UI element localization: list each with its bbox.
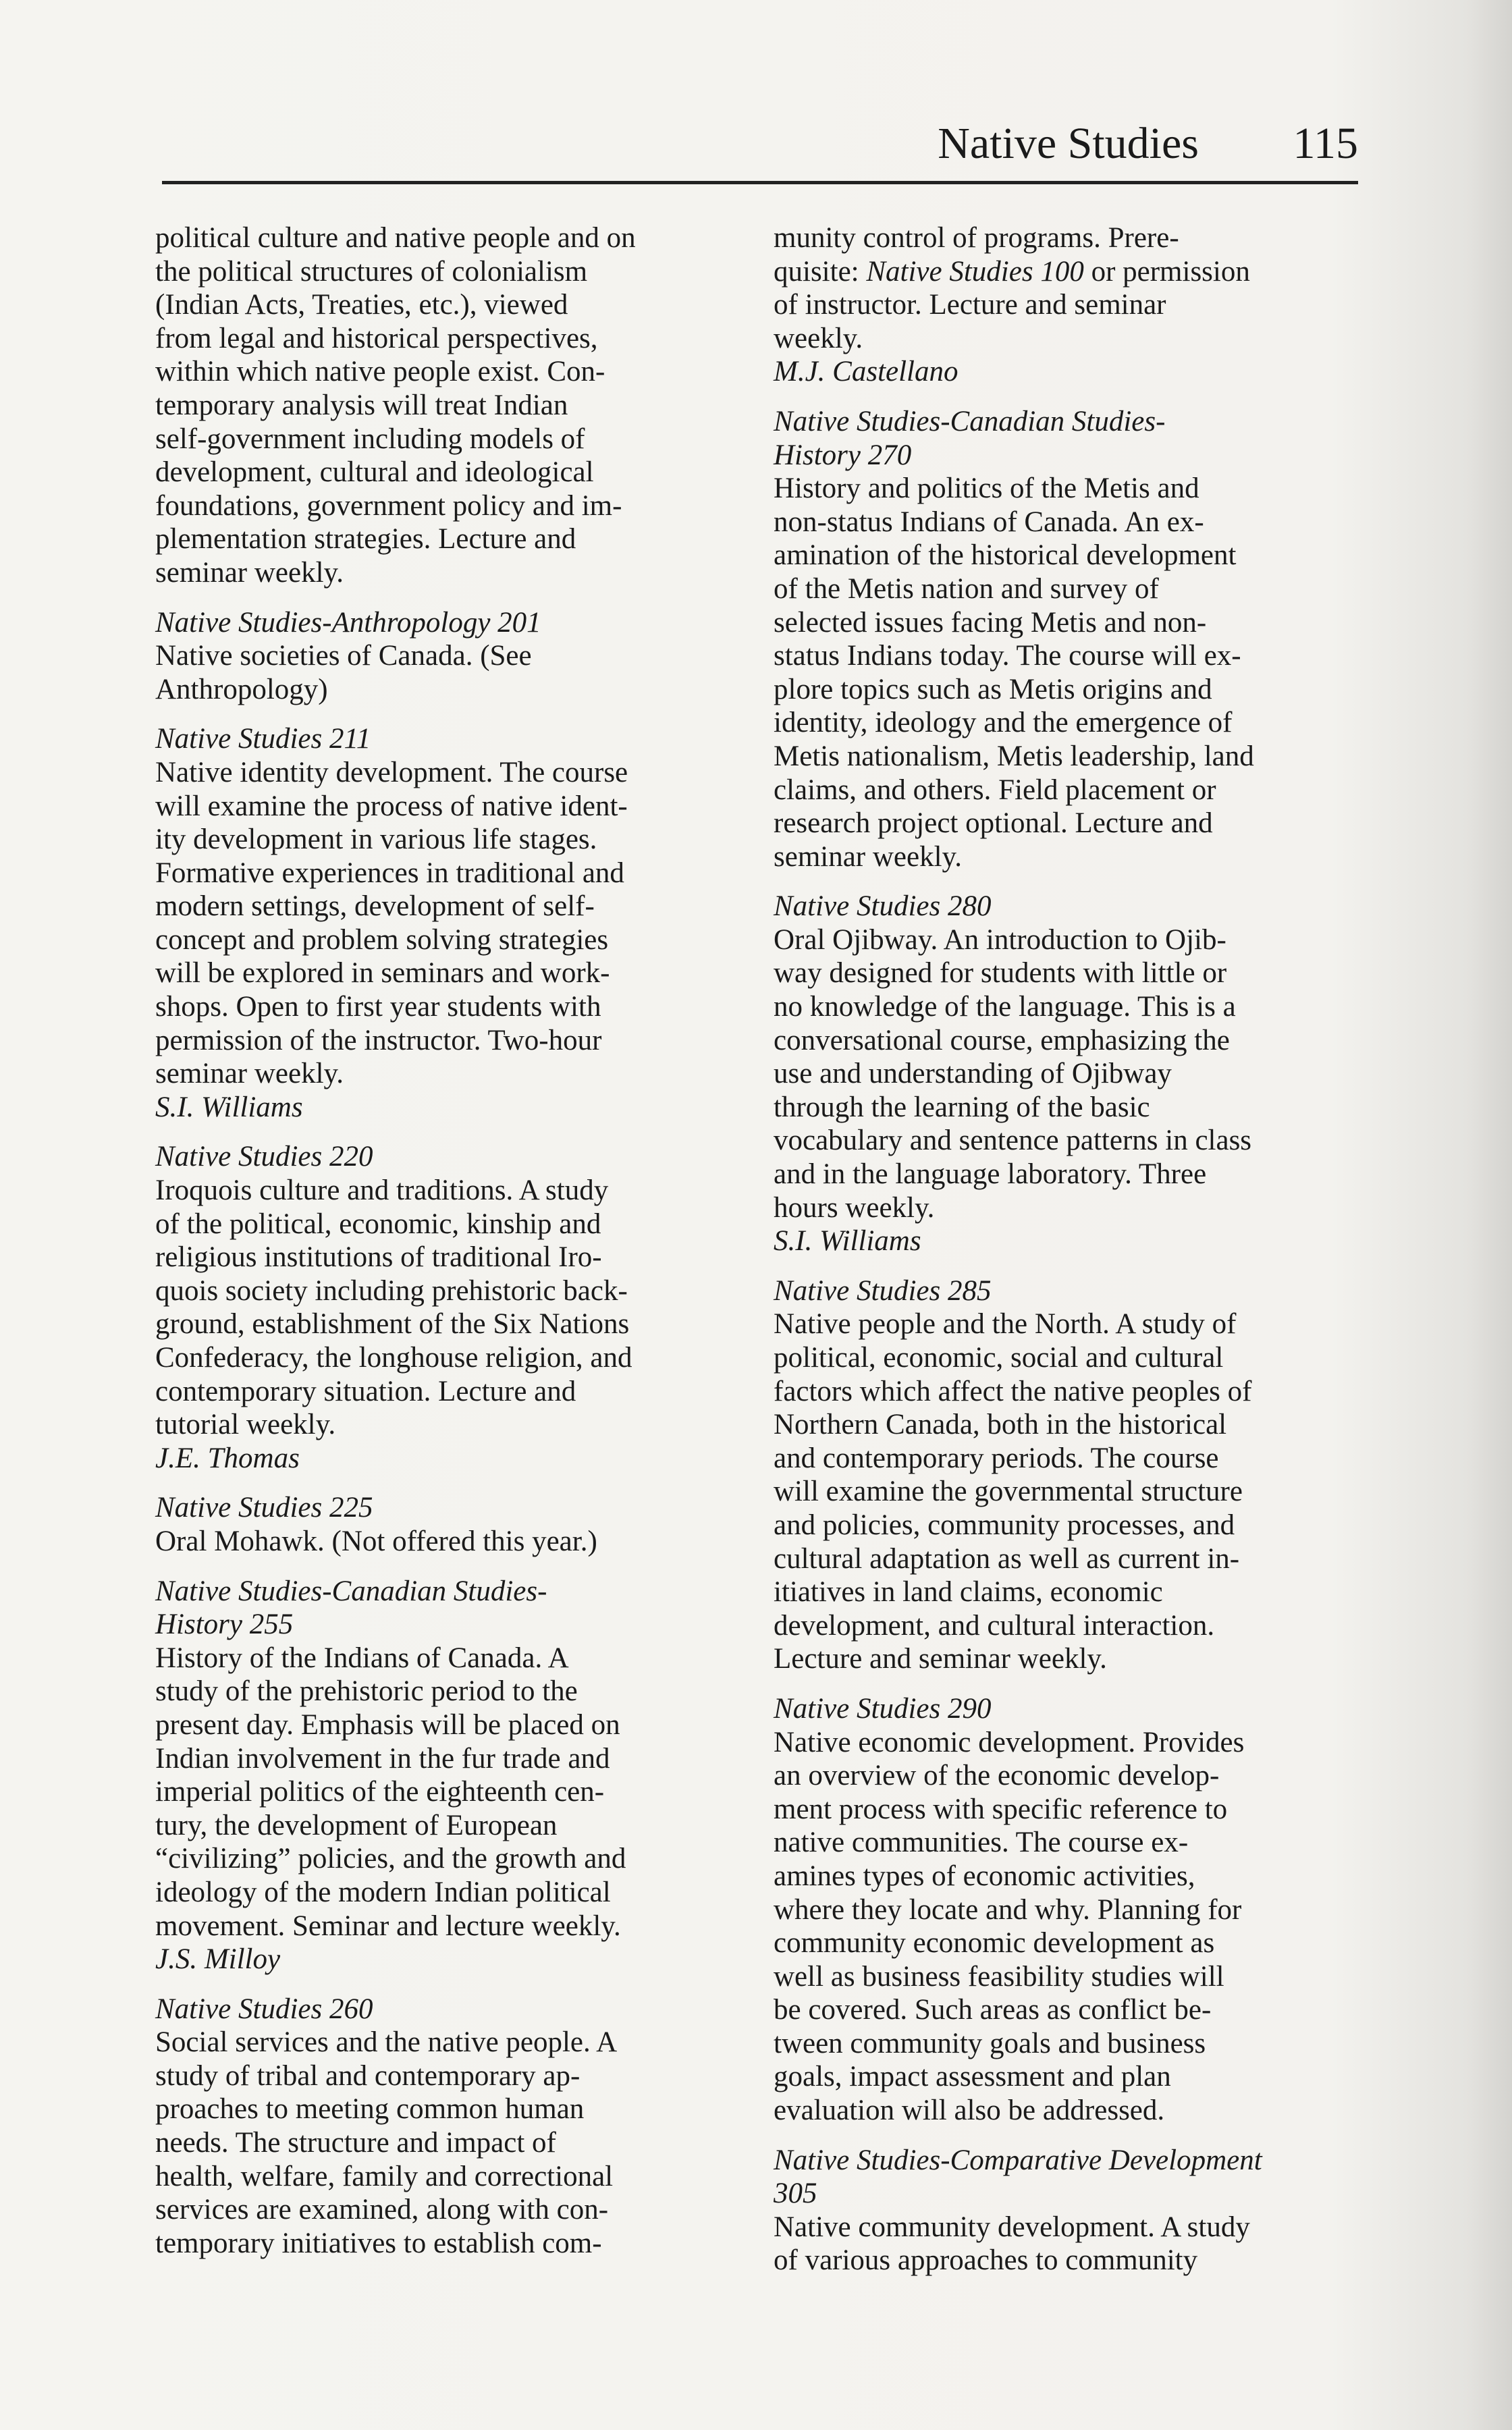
description-line: ment process with specific reference to bbox=[774, 1793, 1228, 1825]
description-line: amines types of economic activities, bbox=[774, 1860, 1195, 1892]
description-line: movement. Seminar and lecture weekly. bbox=[155, 1910, 621, 1942]
description-line: community economic development as bbox=[774, 1927, 1215, 1960]
description-line: imperial politics of the eighteenth cen- bbox=[155, 1776, 605, 1808]
instructor-name: J.E. Thomas bbox=[155, 1442, 300, 1474]
description-line: Formative experiences in traditional and bbox=[155, 857, 624, 889]
description-line: modern settings, development of self- bbox=[155, 890, 595, 923]
description-line: hours weekly. bbox=[774, 1191, 935, 1224]
description-line: vocabulary and sentence patterns in class bbox=[774, 1125, 1252, 1157]
description-line: shops. Open to first year students with bbox=[155, 991, 601, 1023]
course-entry bbox=[774, 405, 1368, 873]
description-line: study of tribal and contemporary ap- bbox=[155, 2059, 580, 2092]
description-line: evaluation will also be addressed. bbox=[774, 2095, 1165, 2127]
description-line: Native societies of Canada. (See bbox=[155, 640, 532, 672]
description-line: development, cultural and ideological bbox=[155, 456, 594, 489]
course-entry bbox=[155, 1140, 749, 1475]
section-title: Native Studies bbox=[938, 119, 1199, 168]
course-title: Native Studies 225 bbox=[155, 1492, 373, 1524]
description-line: Oral Mohawk. (Not offered this year.) bbox=[155, 1525, 597, 1557]
description-line: History and politics of the Metis and bbox=[774, 473, 1199, 505]
instructor-name: S.I. Williams bbox=[774, 1225, 921, 1258]
instructor-name: J.S. Milloy bbox=[155, 1943, 281, 1976]
description-line: will examine the governmental structure bbox=[774, 1476, 1243, 1508]
description-line: and contemporary periods. The course bbox=[774, 1442, 1219, 1474]
description-line: Anthropology) bbox=[155, 673, 328, 705]
course-title: Native Studies 285 bbox=[774, 1274, 992, 1307]
description-line: seminar weekly. bbox=[155, 556, 344, 589]
description-line: plementation strategies. Lecture and bbox=[155, 523, 576, 556]
description-line: identity, ideology and the emergence of bbox=[774, 707, 1233, 739]
entry-gap bbox=[155, 590, 749, 606]
description-line: Iroquois culture and traditions. A study bbox=[155, 1174, 609, 1207]
description-line: temporary initiatives to establish com- bbox=[155, 2227, 602, 2259]
header-rule bbox=[162, 181, 1358, 184]
right-column bbox=[774, 221, 1368, 2277]
course-title: Native Studies 280 bbox=[774, 890, 992, 923]
description-line: permission of the instructor. Two-hour bbox=[155, 1024, 602, 1056]
description-line: use and understanding of Ojibway bbox=[774, 1058, 1172, 1090]
description-line: of various approaches to community bbox=[774, 2244, 1198, 2277]
description-line: of the Metis nation and survey of bbox=[774, 572, 1159, 605]
course-entry bbox=[774, 2144, 1368, 2277]
description-line: from legal and historical perspectives, bbox=[155, 322, 598, 354]
description-line: within which native people exist. Con- bbox=[155, 356, 605, 388]
entry-gap bbox=[774, 1258, 1368, 1274]
description-line: an overview of the economic develop- bbox=[774, 1760, 1220, 1792]
continued-description bbox=[155, 221, 749, 590]
description-line: Northern Canada, both in the historical bbox=[774, 1409, 1227, 1441]
description-line: tween community goals and business bbox=[774, 2027, 1206, 2059]
description-line: ideology of the modern Indian political bbox=[155, 1876, 611, 1908]
entry-gap bbox=[774, 2128, 1368, 2144]
description-line: temporary analysis will treat Indian bbox=[155, 389, 568, 421]
description-line: seminar weekly. bbox=[774, 840, 962, 873]
description-line: contemporary situation. Lecture and bbox=[155, 1375, 576, 1407]
instructor-name: S.I. Williams bbox=[155, 1091, 303, 1123]
description-line: quois society including prehistoric back- bbox=[155, 1274, 628, 1307]
left-column bbox=[155, 221, 749, 2260]
description-line: goals, impact assessment and plan bbox=[774, 2061, 1171, 2093]
description-line: munity control of programs. Prere- bbox=[774, 222, 1179, 254]
course-title: Native Studies 290 bbox=[774, 1692, 992, 1725]
description-line: native communities. The course ex- bbox=[774, 1827, 1189, 1859]
description-line: political culture and native people and on bbox=[155, 222, 636, 254]
continued-description bbox=[774, 221, 1368, 389]
description-line: status Indians today. The course will ex- bbox=[774, 640, 1241, 672]
course-title: Native Studies-Canadian Studies- bbox=[774, 405, 1166, 437]
entry-gap bbox=[155, 706, 749, 722]
description-line: Social services and the native people. A bbox=[155, 2026, 618, 2059]
description-line: ity development in various life stages. bbox=[155, 824, 597, 856]
description-line: self-government including models of bbox=[155, 423, 585, 455]
entry-gap bbox=[774, 389, 1368, 405]
description-line: seminar weekly. bbox=[155, 1058, 344, 1090]
course-title: Native Studies 211 bbox=[155, 723, 371, 755]
description-line: Metis nationalism, Metis leadership, land bbox=[774, 740, 1254, 772]
description-line: Indian involvement in the fur trade and bbox=[155, 1742, 610, 1775]
description-line: non-status Indians of Canada. An ex- bbox=[774, 506, 1204, 538]
description-line: political, economic, social and cultural bbox=[774, 1342, 1224, 1374]
description-line: present day. Emphasis will be placed on bbox=[155, 1708, 620, 1741]
description-line: weekly. bbox=[774, 322, 863, 354]
description-line: claims, and others. Field placement or bbox=[774, 774, 1216, 806]
description-line: will be explored in seminars and work- bbox=[155, 957, 610, 990]
description-line: religious institutions of traditional Iro- bbox=[155, 1241, 602, 1274]
entry-gap bbox=[155, 1559, 749, 1575]
description-line: development, and cultural interaction. bbox=[774, 1609, 1215, 1642]
description-line: well as business feasibility studies will bbox=[774, 1960, 1224, 1993]
entry-gap bbox=[155, 1124, 749, 1140]
course-entry bbox=[774, 1274, 1368, 1676]
instructor-name: M.J. Castellano bbox=[774, 356, 959, 388]
description-line: of the political, economic, kinship and bbox=[155, 1208, 601, 1240]
description-line: cultural adaptation as well as current in- bbox=[774, 1542, 1240, 1575]
description-line: way designed for students with little or bbox=[774, 957, 1227, 990]
course-title: History 270 bbox=[774, 439, 912, 471]
description-line: plore topics such as Metis origins and bbox=[774, 673, 1212, 705]
description-line: Native community development. A study bbox=[774, 2211, 1250, 2243]
description-line: Native identity development. The course bbox=[155, 756, 628, 788]
description-line: where they locate and why. Planning for bbox=[774, 1893, 1242, 1926]
description-line: tury, the development of European bbox=[155, 1809, 558, 1841]
course-title: History 255 bbox=[155, 1609, 294, 1641]
course-reference: Native Studies 100 bbox=[866, 255, 1084, 288]
description-line: concept and problem solving strategies bbox=[155, 923, 609, 956]
course-entry bbox=[155, 722, 749, 1124]
description-line: “civilizing” policies, and the growth and bbox=[155, 1843, 626, 1875]
description-line: health, welfare, family and correctional bbox=[155, 2160, 614, 2192]
description-line: Lecture and seminar weekly. bbox=[774, 1643, 1107, 1675]
course-title: Native Studies-Canadian Studies- bbox=[155, 1575, 547, 1607]
description-line: tutorial weekly. bbox=[155, 1409, 336, 1441]
description-line: itiatives in land claims, economic bbox=[774, 1576, 1163, 1609]
entry-gap bbox=[774, 873, 1368, 890]
course-entry bbox=[155, 1491, 749, 1558]
description-line: selected issues facing Metis and non- bbox=[774, 606, 1207, 639]
description-line: quisite: Native Studies 100 or permission bbox=[774, 255, 1250, 288]
description-line: factors which affect the native peoples of bbox=[774, 1375, 1252, 1407]
course-entry bbox=[774, 890, 1368, 1258]
course-entry bbox=[155, 1575, 749, 1976]
description-line: amination of the historical development bbox=[774, 539, 1237, 572]
course-title: Native Studies-Anthropology 201 bbox=[155, 606, 541, 639]
description-line: research project optional. Lecture and bbox=[774, 807, 1213, 840]
course-title: 305 bbox=[774, 2178, 817, 2210]
description-line: study of the prehistoric period to the bbox=[155, 1675, 578, 1708]
description-line: be covered. Such areas as conflict be- bbox=[774, 1994, 1212, 2026]
course-title: Native Studies 260 bbox=[155, 1993, 373, 2025]
course-entry bbox=[774, 1692, 1368, 2128]
description-line: the political structures of colonialism bbox=[155, 255, 588, 288]
description-line: conversational course, emphasizing the bbox=[774, 1024, 1230, 1056]
description-line: through the learning of the basic bbox=[774, 1091, 1150, 1123]
page-number: 115 bbox=[1293, 119, 1358, 168]
description-line: Native people and the North. A study of bbox=[774, 1308, 1237, 1341]
description-line: and policies, community processes, and bbox=[774, 1509, 1235, 1541]
description-line: Oral Ojibway. An introduction to Ojib- bbox=[774, 923, 1226, 956]
description-line: Confederacy, the longhouse religion, and bbox=[155, 1342, 632, 1374]
description-line: ground, establishment of the Six Nations bbox=[155, 1308, 630, 1341]
entry-gap bbox=[155, 1976, 749, 1993]
description-line: needs. The structure and impact of bbox=[155, 2127, 556, 2159]
description-line: History of the Indians of Canada. A bbox=[155, 1642, 569, 1674]
running-header bbox=[162, 113, 1358, 182]
description-line: and in the language laboratory. Three bbox=[774, 1158, 1207, 1191]
description-line: foundations, government policy and im- bbox=[155, 489, 622, 522]
course-title: Native Studies-Comparative Development bbox=[774, 2144, 1262, 2176]
description-line: no knowledge of the language. This is a bbox=[774, 991, 1236, 1023]
description-line: services are examined, along with con- bbox=[155, 2194, 609, 2226]
description-line: proaches to meeting common human bbox=[155, 2093, 585, 2126]
course-title: Native Studies 220 bbox=[155, 1141, 373, 1173]
description-line: will examine the process of native ident- bbox=[155, 790, 628, 822]
description-line: Native economic development. Provides bbox=[774, 1726, 1245, 1758]
entry-gap bbox=[774, 1676, 1368, 1692]
entry-gap bbox=[155, 1475, 749, 1491]
description-line: (Indian Acts, Treaties, etc.), viewed bbox=[155, 289, 568, 321]
course-entry bbox=[155, 606, 749, 707]
course-entry bbox=[155, 1993, 749, 2261]
description-line: of instructor. Lecture and seminar bbox=[774, 289, 1166, 321]
